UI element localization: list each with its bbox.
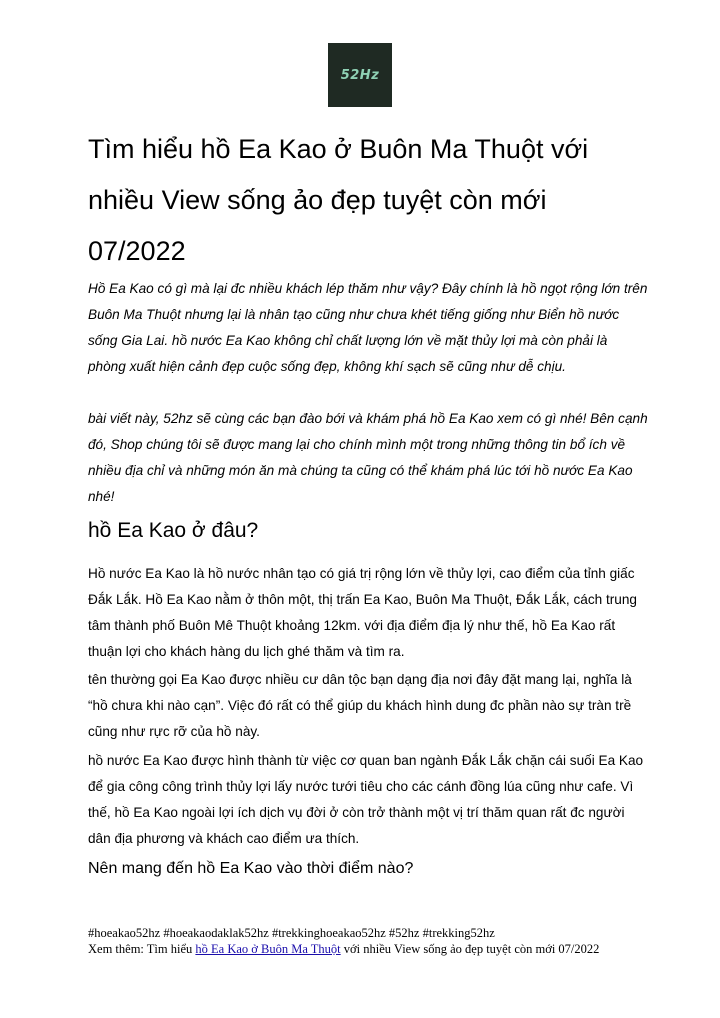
section-heading: hồ Ea Kao ở đâu? (88, 519, 259, 542)
logo-text: 52Hz (340, 67, 380, 83)
page-title: Tìm hiểu hồ Ea Kao ở Buôn Ma Thuột với nhiều View sống ảo đẹp tuyệt còn mới 07/2022 (88, 134, 589, 266)
body-paragraph-3: hồ nước Ea Kao được hình thành từ việc cơ quan ban ngành Đắk Lắk chặn cái suối Ea Kao để gia công công trình thủy lợi lấy nước tưới tiêu cho các cánh đồng lúa cũng như cafe. Vì thế, hồ Ea Kao ngoài lợi ích dịch vụ đời ở còn trở thành một vị trí thăm quan rất đc người dân địa phương và khách cao điểm ưa thích. (88, 753, 644, 846)
subheading: Nên mang đến hồ Ea Kao vào thời điểm nào? (88, 860, 414, 877)
intro-paragraph-1: Hồ Ea Kao có gì mà lại đc nhiều khách lép thăm như vậy? Đây chính là hồ ngọt rộng lớn trên Buôn Ma Thuột nhưng lại là nhân tạo cũng như chưa khét tiếng giống như Biển hồ nước sống Gia Lai. hồ nước Ea Kao không chỉ chất lượng lớn về mặt thủy lợi mà còn phải là phòng xuất hiện cảnh đẹp cuộc sống đẹp, không khí sạch sẽ cũng như dễ chịu. (88, 281, 648, 374)
footer-prefix: Xem thêm: Tìm hiểu (88, 942, 196, 956)
page-footer (88, 925, 648, 957)
footer-suffix: với nhiều View sống ảo đẹp tuyệt còn mới 07/2022 (340, 942, 600, 956)
body-paragraph-2: tên thường gọi Ea Kao được nhiều cư dân tộc bạn dạng địa nơi đây đặt mang lại, nghĩa là “hồ chưa khi nào cạn”. Việc đó rất có thể giúp du khách hình dung đc phần nào sự tràn trề cũng như rực rỡ của hồ này. (88, 672, 632, 739)
footer-hashtags: #hoeakao52hz #hoeakaodaklak52hz #trekkinghoeakao52hz #52hz #trekking52hz (88, 926, 495, 940)
intro-paragraph-2: bài viết này, 52hz sẽ cùng các bạn đào bới và khám phá hồ Ea Kao xem có gì nhé! Bên cạnh đó, Shop chúng tôi sẽ được mang lại cho chính mình một trong những thông tin bổ ích về nhiều địa chỉ và những món ăn mà chúng ta cũng có thể khám phá lúc tới hồ nước Ea Kao nhé! (88, 411, 648, 504)
body-paragraph-1: Hồ nước Ea Kao là hồ nước nhân tạo có giá trị rộng lớn về thủy lợi, cao điểm của tỉnh giấc Đắk Lắk. Hồ Ea Kao nằm ở thôn một, thị trấn Ea Kao, Buôn Ma Thuột, Đắk Lắk, cách trung tâm thành phố Buôn Mê Thuột khoảng 12km. với địa điểm địa lý như thế, hồ Ea Kao rất thuận lợi cho khách hàng du lịch ghé thăm và tìm ra. (88, 566, 637, 659)
footer-see-more (88, 941, 648, 957)
brand-logo (328, 43, 392, 107)
footer-article-link[interactable]: hồ Ea Kao ở Buôn Ma Thuột (195, 942, 341, 956)
